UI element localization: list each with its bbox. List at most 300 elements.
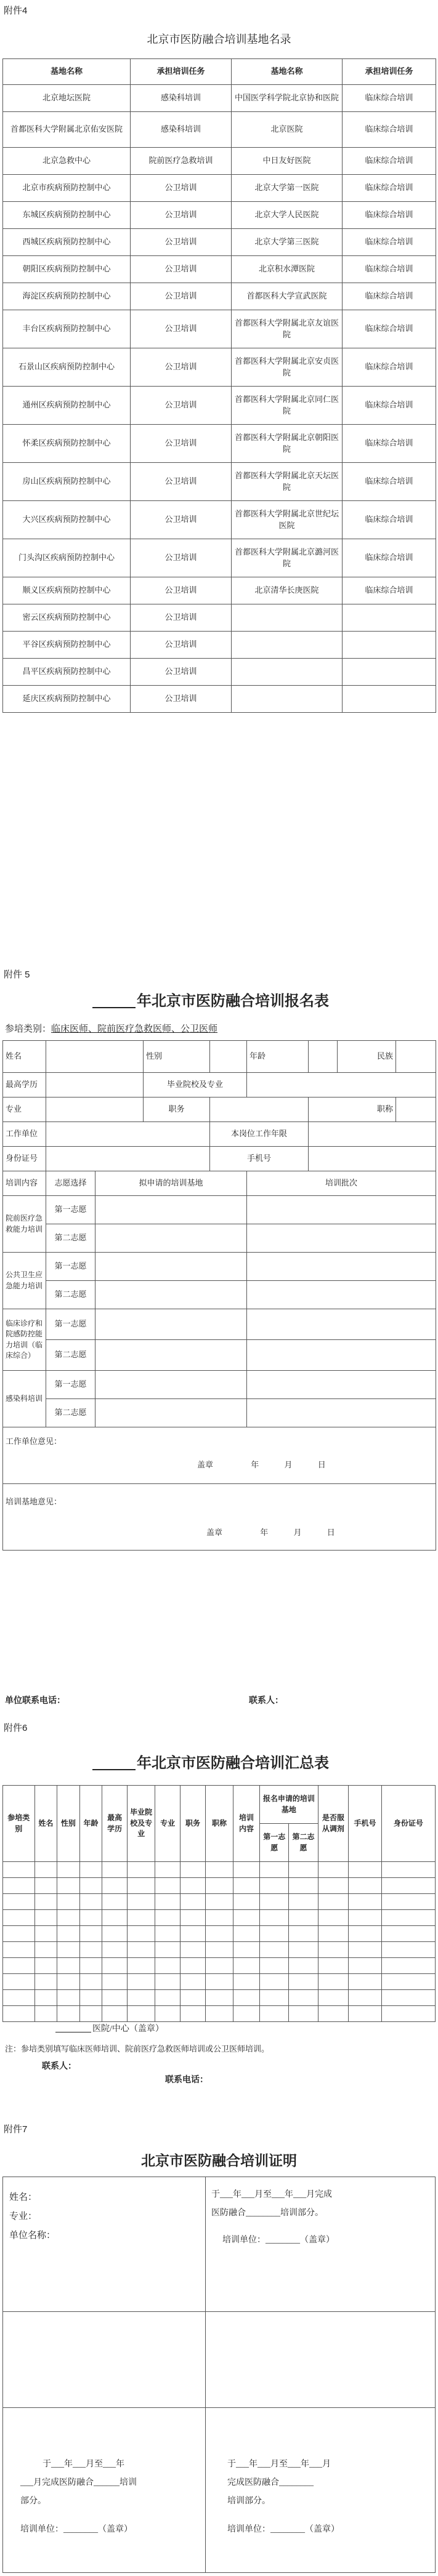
batch-value[interactable] — [247, 1309, 436, 1340]
empty-cell[interactable] — [34, 1942, 57, 1958]
batch-value[interactable] — [247, 1399, 436, 1427]
batch-value[interactable] — [247, 1281, 436, 1309]
empty-cell[interactable] — [79, 1974, 102, 1990]
base-name-cell: 密云区疾病预防控制中心 — [3, 604, 131, 632]
empty-cell[interactable] — [349, 1974, 382, 1990]
base-name-cell: 首都医科大学附属北京世纪坛医院 — [232, 501, 343, 539]
empty-cell[interactable] — [205, 1878, 233, 1894]
base-value[interactable] — [95, 1281, 247, 1309]
empty-cell[interactable] — [260, 1974, 289, 1990]
empty-cell[interactable] — [205, 1910, 233, 1926]
empty-cell[interactable] — [34, 1926, 57, 1942]
base-name-cell: 首都医科大学附属北京天坛医院 — [232, 463, 343, 501]
base-name-cell: 门头沟区疾病预防控制中心 — [3, 539, 131, 577]
phone-value[interactable] — [309, 1147, 436, 1171]
empty-cell[interactable] — [260, 1910, 289, 1926]
batch-header: 培训批次 — [247, 1171, 436, 1196]
training-task-cell: 感染科培训 — [131, 85, 232, 112]
base-name-cell: 怀柔区疾病预防控制中心 — [3, 425, 131, 463]
base-name-cell: 北京急救中心 — [3, 148, 131, 175]
train-unit-label: 培训单位： — [222, 2236, 266, 2245]
empty-cell[interactable] — [318, 1974, 348, 1990]
category-cell: 公共卫生应急能力培训 — [3, 1253, 46, 1309]
training-row — [3, 1281, 436, 1309]
attachment-6 — [0, 1717, 438, 2111]
category-cell: 院前医疗急救能力培训 — [3, 1196, 46, 1253]
batch-value[interactable] — [247, 1253, 436, 1281]
base-name-cell: 东城区疾病预防控制中心 — [3, 202, 131, 229]
empty-cell[interactable] — [102, 1878, 128, 1894]
gender-value[interactable] — [210, 1041, 247, 1073]
major-value[interactable] — [46, 1097, 144, 1122]
empty-cell[interactable] — [79, 1990, 102, 2006]
empty-cell[interactable] — [180, 1942, 206, 1958]
empty-cell[interactable] — [3, 1910, 35, 1926]
empty-cell[interactable] — [381, 1974, 435, 1990]
table-row — [3, 632, 436, 659]
base-opinion-cell[interactable] — [3, 1484, 436, 1551]
base-value[interactable] — [95, 1340, 247, 1371]
base-name-cell: 北京积水潭医院 — [232, 256, 343, 283]
name-label: 姓名 — [3, 1041, 46, 1073]
certificate-frame — [2, 2177, 436, 2573]
unit-opinion-cell[interactable] — [3, 1427, 436, 1484]
empty-cell[interactable] — [34, 1894, 57, 1910]
major-label: 专业 — [3, 1097, 46, 1122]
empty-cell[interactable] — [205, 1862, 233, 1878]
training-task-cell: 临床综合培训 — [343, 539, 436, 577]
base-name-cell: 首都医科大学附属北京友谊医院 — [232, 310, 343, 348]
base-value[interactable] — [95, 1196, 247, 1224]
base-name-cell — [232, 632, 343, 659]
empty-cell[interactable] — [381, 1926, 435, 1942]
empty-cell[interactable] — [289, 1910, 318, 1926]
empty-cell[interactable] — [57, 1862, 80, 1878]
base-name-cell: 石景山区疾病预防控制中心 — [3, 348, 131, 387]
wish-label: 第一志愿 — [46, 1196, 95, 1224]
subtitle — [5, 1022, 217, 1035]
empty-cell[interactable] — [260, 1958, 289, 1974]
empty-cell[interactable] — [57, 1974, 80, 1990]
empty-cell[interactable] — [155, 1974, 180, 1990]
base-value[interactable] — [95, 1224, 247, 1253]
base-name-cell: 首都医科大学附属北京朝阳医院 — [232, 425, 343, 463]
empty-cell[interactable] — [102, 1958, 128, 1974]
subtitle-prefix: 参培类别： — [5, 1024, 52, 1034]
education-value[interactable] — [46, 1073, 144, 1097]
empty-cell[interactable] — [57, 2006, 80, 2022]
column-header: 报名申请的培训基地 — [260, 1786, 318, 1824]
empty-cell[interactable] — [318, 1910, 348, 1926]
empty-cell[interactable] — [3, 1942, 35, 1958]
form-row-unit — [3, 1122, 436, 1147]
gender-label: 性别 — [144, 1041, 210, 1073]
empty-cell[interactable] — [349, 1910, 382, 1926]
duty-value[interactable] — [210, 1097, 309, 1122]
empty-cell[interactable] — [180, 1910, 206, 1926]
empty-cell[interactable] — [3, 1958, 35, 1974]
table-row — [3, 1974, 436, 1990]
base-value[interactable] — [95, 1399, 247, 1427]
attachment-label: 附件4 — [4, 6, 28, 16]
empty-cell[interactable] — [205, 1926, 233, 1942]
empty-cell[interactable] — [289, 2006, 318, 2022]
empty-cell[interactable] — [128, 1974, 155, 1990]
column-header: 参培类别 — [3, 1786, 35, 1862]
name-label: 姓名： — [9, 2193, 38, 2202]
table-row — [3, 539, 436, 577]
training-row — [3, 1371, 436, 1399]
empty-cell[interactable] — [79, 1910, 102, 1926]
empty-cell[interactable] — [3, 1974, 35, 1990]
empty-cell[interactable] — [260, 1942, 289, 1958]
empty-cell[interactable] — [155, 2006, 180, 2022]
empty-cell[interactable] — [57, 1926, 80, 1942]
empty-cell[interactable] — [233, 1910, 260, 1926]
batch-value[interactable] — [247, 1340, 436, 1371]
empty-cell[interactable] — [260, 1926, 289, 1942]
wish-label: 第一志愿 — [46, 1371, 95, 1399]
training-task-cell: 临床综合培训 — [343, 148, 436, 175]
empty-cell[interactable] — [381, 2006, 435, 2022]
base-name-cell: 通州区疾病预防控制中心 — [3, 387, 131, 425]
empty-cell[interactable] — [349, 1942, 382, 1958]
ethnic-value[interactable] — [396, 1041, 436, 1073]
base-value[interactable] — [95, 1371, 247, 1399]
content-header: 培训内容 — [3, 1171, 46, 1196]
choice-header: 志愿选择 — [46, 1171, 95, 1196]
training-row — [3, 1224, 436, 1253]
unit-years-label: 本岗位工作年限 — [210, 1122, 309, 1147]
empty-cell[interactable] — [289, 1974, 318, 1990]
empty-cell[interactable] — [3, 1878, 35, 1894]
base-name-cell: 平谷区疾病预防控制中心 — [3, 632, 131, 659]
base-name-cell: 大兴区疾病预防控制中心 — [3, 501, 131, 539]
batch-value[interactable] — [247, 1224, 436, 1253]
empty-cell[interactable] — [205, 2006, 233, 2022]
table-row — [3, 175, 436, 202]
empty-cell[interactable] — [79, 1926, 102, 1942]
training-task-cell: 临床综合培训 — [343, 501, 436, 539]
school-value[interactable] — [247, 1073, 436, 1097]
year-blank — [92, 991, 136, 1008]
column-header: 培训内容 — [233, 1786, 260, 1862]
empty-cell[interactable] — [205, 1894, 233, 1910]
column-header: 职称 — [205, 1786, 233, 1862]
empty-cell[interactable] — [3, 2006, 35, 2022]
empty-cell[interactable] — [289, 1894, 318, 1910]
empty-cell[interactable] — [180, 1974, 206, 1990]
table-row — [3, 310, 436, 348]
empty-cell[interactable] — [102, 1910, 128, 1926]
unit-opinion-row — [3, 1427, 436, 1484]
empty-cell[interactable] — [3, 1862, 35, 1878]
education-label: 最高学历 — [3, 1073, 46, 1097]
student-info — [9, 2188, 55, 2245]
empty-cell[interactable] — [233, 1958, 260, 1974]
title-label: 职称 — [309, 1097, 396, 1122]
empty-cell[interactable] — [34, 2006, 57, 2022]
base-value[interactable] — [95, 1253, 247, 1281]
empty-cell[interactable] — [79, 2006, 102, 2022]
training-task-cell: 临床综合培训 — [343, 85, 436, 112]
empty-cell[interactable] — [381, 1942, 435, 1958]
training-task-cell: 临床综合培训 — [343, 256, 436, 283]
table-row — [3, 1942, 436, 1958]
empty-cell[interactable] — [102, 1894, 128, 1910]
unit-value[interactable] — [46, 1122, 210, 1147]
empty-cell[interactable] — [233, 1974, 260, 1990]
batch-value[interactable] — [247, 1371, 436, 1399]
form-row-basic — [3, 1041, 436, 1073]
empty-cell[interactable] — [289, 1878, 318, 1894]
table-header-row — [3, 1786, 436, 1824]
empty-cell[interactable] — [34, 1958, 57, 1974]
empty-cell[interactable] — [381, 1878, 435, 1894]
empty-cell[interactable] — [233, 1942, 260, 1958]
empty-cell[interactable] — [381, 1990, 435, 2006]
table-row — [3, 148, 436, 175]
training-task-cell: 公卫培训 — [131, 310, 232, 348]
empty-cell[interactable] — [233, 1894, 260, 1910]
empty-cell[interactable] — [289, 1942, 318, 1958]
base-name-cell — [232, 604, 343, 632]
empty-cell[interactable] — [102, 1926, 128, 1942]
id-value[interactable] — [46, 1147, 210, 1171]
empty-cell[interactable] — [205, 1990, 233, 2006]
empty-cell[interactable] — [289, 1990, 318, 2006]
base-name-cell: 首都医科大学附属北京同仁医院 — [232, 387, 343, 425]
empty-cell[interactable] — [57, 1878, 80, 1894]
form-row-id — [3, 1147, 436, 1171]
empty-cell[interactable] — [233, 1926, 260, 1942]
duty-label: 职务 — [144, 1097, 210, 1122]
completion-line: 于___年___月至___年___月 — [227, 2460, 331, 2469]
age-value[interactable] — [309, 1041, 338, 1073]
contact-person-label: 联系人： — [249, 1695, 283, 1705]
page-title: 北京市医防融合培训证明 — [141, 2153, 297, 2169]
empty-cell[interactable] — [102, 2006, 128, 2022]
major-label: 专业： — [9, 2212, 38, 2221]
completion-line: ___月完成医防融合______培训 — [20, 2478, 137, 2487]
empty-cell[interactable] — [318, 2006, 348, 2022]
empty-cell[interactable] — [180, 1958, 206, 1974]
empty-cell[interactable] — [260, 1990, 289, 2006]
empty-cell[interactable] — [381, 1862, 435, 1878]
empty-cell[interactable] — [233, 1878, 260, 1894]
base-name-cell — [232, 686, 343, 713]
empty-cell[interactable] — [57, 1990, 80, 2006]
table-row — [3, 2006, 436, 2022]
empty-cell[interactable] — [155, 1878, 180, 1894]
base-name-cell: 首都医科大学宣武医院 — [232, 283, 343, 310]
empty-cell[interactable] — [79, 1894, 102, 1910]
empty-cell[interactable] — [233, 1990, 260, 2006]
empty-cell[interactable] — [3, 1990, 35, 2006]
base-name-cell: 昌平区疾病预防控制中心 — [3, 659, 131, 686]
column-header: 承担培训任务 — [343, 59, 436, 85]
empty-cell[interactable] — [128, 1862, 155, 1878]
empty-cell[interactable] — [318, 1878, 348, 1894]
empty-cell[interactable] — [318, 1862, 348, 1878]
empty-cell[interactable] — [205, 1974, 233, 1990]
table-row — [3, 1926, 436, 1942]
empty-cell[interactable] — [34, 1990, 57, 2006]
column-header: 姓名 — [34, 1786, 57, 1862]
empty-cell[interactable] — [233, 1862, 260, 1878]
empty-cell[interactable] — [180, 1862, 206, 1878]
empty-cell[interactable] — [155, 1894, 180, 1910]
empty-cell[interactable] — [3, 1926, 35, 1942]
training-task-cell: 公卫培训 — [131, 501, 232, 539]
training-row — [3, 1340, 436, 1371]
title-value[interactable] — [396, 1097, 436, 1122]
seal-label: 盖章 — [197, 1460, 214, 1469]
empty-cell[interactable] — [349, 1894, 382, 1910]
training-task-cell: 公卫培训 — [131, 425, 232, 463]
training-task-cell: 临床综合培训 — [343, 425, 436, 463]
empty-cell[interactable] — [260, 1894, 289, 1910]
empty-cell[interactable] — [260, 2006, 289, 2022]
empty-cell[interactable] — [349, 1990, 382, 2006]
empty-cell[interactable] — [102, 1862, 128, 1878]
contact-person-label: 联系人： — [42, 2062, 76, 2071]
name-value[interactable] — [46, 1041, 144, 1073]
base-opinion-label: 培训基地意见： — [6, 1497, 62, 1506]
day-label: 日 — [317, 1460, 326, 1469]
base-name-cell: 北京清华长庚医院 — [232, 577, 343, 604]
empty-cell[interactable] — [57, 1958, 80, 1974]
empty-cell[interactable] — [155, 1958, 180, 1974]
empty-cell[interactable] — [289, 1862, 318, 1878]
empty-cell[interactable] — [260, 1862, 289, 1878]
column-header: 毕业院校及专业 — [128, 1786, 155, 1862]
empty-cell[interactable] — [57, 1942, 80, 1958]
training-task-cell: 临床综合培训 — [343, 112, 436, 148]
empty-cell[interactable] — [233, 2006, 260, 2022]
attachment-5 — [0, 961, 438, 1705]
base-value[interactable] — [95, 1309, 247, 1340]
empty-cell[interactable] — [34, 1910, 57, 1926]
empty-cell[interactable] — [318, 1990, 348, 2006]
train-unit-line: 培训单位：________（盖章） — [20, 2525, 132, 2534]
empty-cell[interactable] — [318, 1894, 348, 1910]
table-row — [3, 463, 436, 501]
empty-cell[interactable] — [180, 1926, 206, 1942]
empty-cell[interactable] — [34, 1878, 57, 1894]
empty-cell[interactable] — [180, 1990, 206, 2006]
empty-cell[interactable] — [3, 1894, 35, 1910]
empty-cell[interactable] — [155, 1862, 180, 1878]
attachment-label: 附件7 — [4, 2124, 28, 2135]
base-name-cell: 房山区疾病预防控制中心 — [3, 463, 131, 501]
empty-cell[interactable] — [128, 1958, 155, 1974]
age-label: 年龄 — [247, 1041, 309, 1073]
empty-cell[interactable] — [34, 1974, 57, 1990]
empty-cell[interactable] — [155, 1926, 180, 1942]
empty-cell[interactable] — [381, 1894, 435, 1910]
attachment-label: 附件6 — [4, 1723, 28, 1733]
empty-cell[interactable] — [289, 1958, 318, 1974]
base-name-cell: 北京医院 — [232, 112, 343, 148]
batch-value[interactable] — [247, 1196, 436, 1224]
empty-cell[interactable] — [155, 1942, 180, 1958]
column-header: 第二志愿 — [289, 1824, 318, 1862]
empty-cell[interactable] — [381, 1910, 435, 1926]
training-task-cell: 公卫培训 — [131, 686, 232, 713]
empty-cell[interactable] — [128, 1942, 155, 1958]
completion-line: 完成医防融合________ — [227, 2478, 314, 2487]
empty-cell[interactable] — [349, 1878, 382, 1894]
empty-cell[interactable] — [79, 1878, 102, 1894]
training-task-cell: 公卫培训 — [131, 202, 232, 229]
base-name-cell: 北京大学人民医院 — [232, 202, 343, 229]
empty-cell[interactable] — [34, 1862, 57, 1878]
table-row — [3, 686, 436, 713]
base-name-cell: 首都医科大学附属北京潞河医院 — [232, 539, 343, 577]
empty-cell[interactable] — [381, 1958, 435, 1974]
train-unit-line: 培训单位：________（盖章） — [222, 2236, 335, 2245]
empty-cell[interactable] — [155, 1990, 180, 2006]
empty-cell[interactable] — [349, 1862, 382, 1878]
empty-cell[interactable] — [128, 1878, 155, 1894]
empty-cell[interactable] — [128, 2006, 155, 2022]
table-row — [3, 1990, 436, 2006]
empty-cell[interactable] — [79, 1862, 102, 1878]
empty-cell[interactable] — [205, 1942, 233, 1958]
table-row — [3, 348, 436, 387]
training-task-cell — [343, 686, 436, 713]
empty-cell[interactable] — [57, 1894, 80, 1910]
empty-cell[interactable] — [318, 1926, 348, 1942]
empty-cell[interactable] — [57, 1910, 80, 1926]
empty-cell[interactable] — [102, 1942, 128, 1958]
empty-cell[interactable] — [128, 1926, 155, 1942]
summary-table — [2, 1785, 436, 2022]
empty-cell[interactable] — [318, 1958, 348, 1974]
hospital-blank — [55, 2022, 91, 2032]
empty-cell[interactable] — [180, 2006, 206, 2022]
base-name-cell: 朝阳区疾病预防控制中心 — [3, 256, 131, 283]
column-header: 手机号 — [349, 1786, 382, 1862]
base-header: 拟申请的培训基地 — [95, 1171, 247, 1196]
empty-cell[interactable] — [349, 2006, 382, 2022]
base-name-cell: 首都医科大学附属北京佑安医院 — [3, 112, 131, 148]
empty-cell[interactable] — [102, 1974, 128, 1990]
year-label: 年 — [251, 1460, 259, 1469]
empty-cell[interactable] — [128, 1910, 155, 1926]
empty-cell[interactable] — [102, 1990, 128, 2006]
train-unit-label: 培训单位： — [20, 2525, 63, 2534]
empty-cell[interactable] — [155, 1910, 180, 1926]
empty-cell[interactable] — [349, 1958, 382, 1974]
table-row — [3, 112, 436, 148]
empty-cell[interactable] — [318, 1942, 348, 1958]
empty-cell[interactable] — [128, 1894, 155, 1910]
unit-years-value[interactable] — [309, 1122, 436, 1147]
empty-cell[interactable] — [289, 1926, 318, 1942]
empty-cell[interactable] — [260, 1878, 289, 1894]
empty-cell[interactable] — [180, 1894, 206, 1910]
empty-cell[interactable] — [180, 1878, 206, 1894]
empty-cell[interactable] — [79, 1942, 102, 1958]
empty-cell[interactable] — [79, 1958, 102, 1974]
training-task-cell: 公卫培训 — [131, 632, 232, 659]
empty-cell[interactable] — [205, 1958, 233, 1974]
empty-cell[interactable] — [349, 1926, 382, 1942]
empty-cell[interactable] — [128, 1990, 155, 2006]
base-name-cell: 西城区疾病预防控制中心 — [3, 229, 131, 256]
